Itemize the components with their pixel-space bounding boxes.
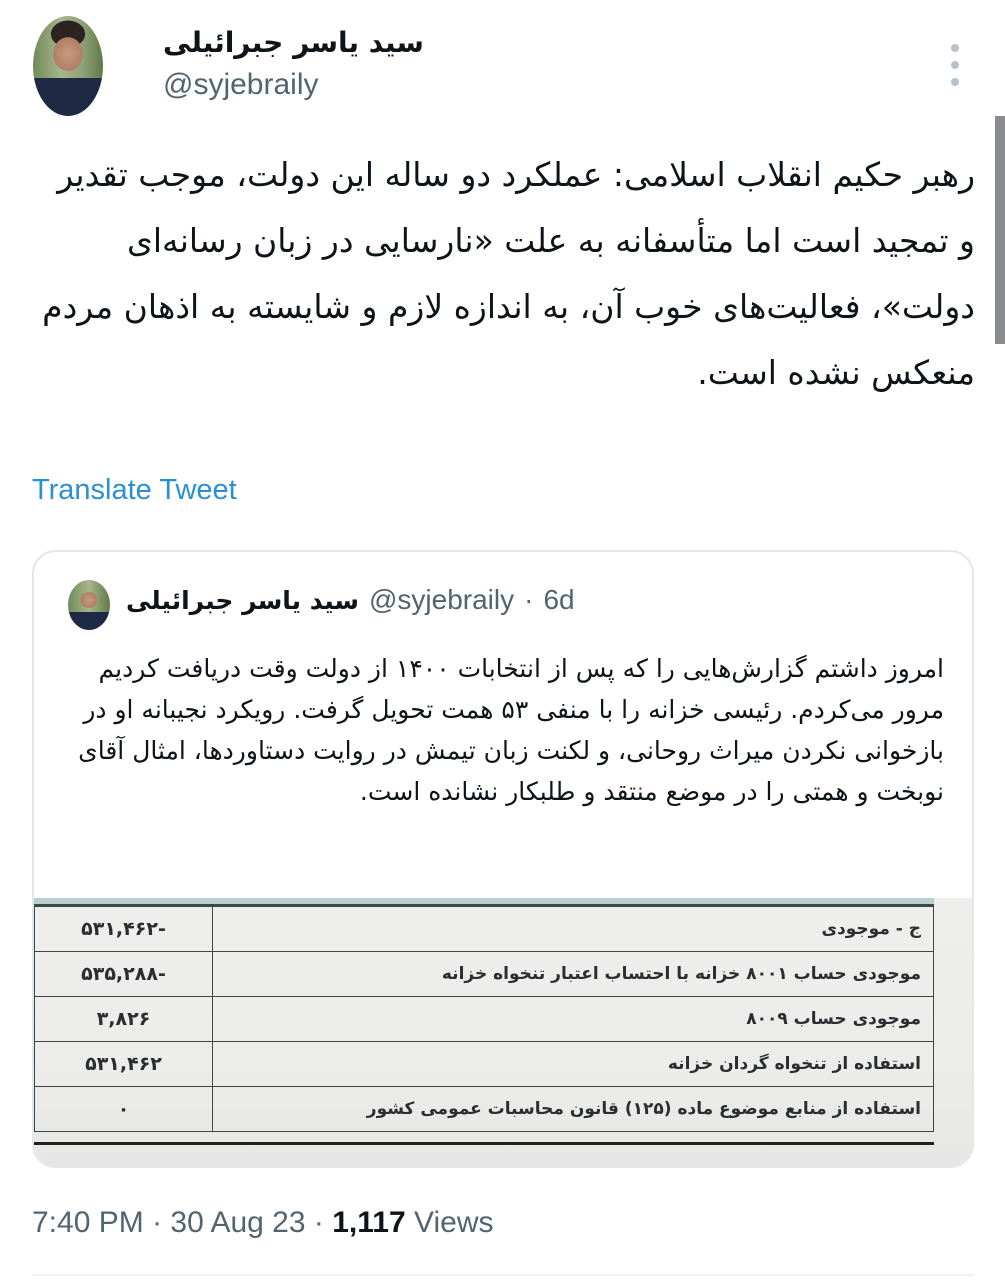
quoted-author-name[interactable]: سید یاسر جبرائیلی <box>126 586 359 615</box>
tweet-text: رهبر حکیم انقلاب اسلامی: عملکرد دو ساله این دولت، موجب تقدیر و تمجید است اما متأسفانه به علت «نارسایی در زبان رسانه‌ای دولت»، فعالیت‌های خوب آن، به اندازه لازم و شایسته به اذهان مردم منعکس نشده است. <box>42 155 975 392</box>
author-avatar[interactable] <box>33 16 103 116</box>
meta-separator: · <box>152 1206 163 1239</box>
table-value: ۵۳۱,۴۶۲ <box>35 1042 213 1087</box>
quoted-tweet-age[interactable]: 6d <box>543 584 575 615</box>
table-row <box>35 952 934 997</box>
tweet-time[interactable]: 7:40 PM <box>32 1206 144 1239</box>
views-label: Views <box>414 1206 494 1239</box>
table-label: ج - موجودی <box>213 907 934 952</box>
table-row <box>35 1087 934 1132</box>
meta-separator: · <box>524 584 534 615</box>
table-header-strip <box>34 898 934 906</box>
attached-document-image[interactable] <box>34 898 972 1168</box>
quoted-tweet-card[interactable] <box>32 550 974 1168</box>
table-value: ۰ <box>35 1087 213 1132</box>
table-bottom-rule <box>34 1142 934 1145</box>
table-value: -۵۳۵,۲۸۸ <box>35 952 213 997</box>
table-value: ۳,۸۲۶ <box>35 997 213 1042</box>
tweet-header <box>33 16 973 120</box>
quoted-tweet-meta <box>126 584 575 616</box>
quoted-author-handle[interactable]: @syjebraily <box>368 584 515 615</box>
table-label: موجودی حساب ۸۰۰۹ <box>213 997 934 1042</box>
table-label: موجودی حساب ۸۰۰۱ خزانه با احتساب اعتبار تنخواه خزانه <box>213 952 934 997</box>
author-handle[interactable]: @syjebraily <box>163 68 319 101</box>
budget-table <box>34 906 934 1132</box>
table-row <box>35 907 934 952</box>
author-name[interactable]: سید یاسر جبرائیلی <box>163 26 424 59</box>
more-dots-icon <box>951 78 959 86</box>
quoted-author-avatar[interactable] <box>68 580 110 630</box>
scrollbar[interactable] <box>995 116 1005 344</box>
more-dots-icon <box>951 44 959 52</box>
table-value: -۵۳۱,۴۶۲ <box>35 907 213 952</box>
divider <box>32 1274 974 1276</box>
table-label: استفاده از تنخواه گردان خزانه <box>213 1042 934 1087</box>
views-count[interactable]: 1,117 <box>332 1206 406 1239</box>
more-options-button[interactable] <box>945 40 965 90</box>
table-label: استفاده از منابع موضوع ماده (۱۲۵) قانون محاسبات عمومی کشور <box>213 1087 934 1132</box>
quoted-tweet-header <box>34 552 972 652</box>
tweet-metadata <box>32 1206 494 1240</box>
quoted-tweet-text: امروز داشتم گزارش‌هایی را که پس از انتخابات ۱۴۰۰ از دولت وقت دریافت کردیم مرور می‌کردم. رئیسی خزانه را با منفی ۵۳ همت تحویل گرفت. رویکرد نجیبانه او در بازخوانی نکردن میراث روحانی، و لکنت زبان تیمش در روایت دستاوردها، امثال آقای نوبخت و همتی را در موضع منتقد و طلبکار نشانده است. <box>78 654 944 806</box>
table-row <box>35 997 934 1042</box>
table-row <box>35 1042 934 1087</box>
meta-separator: · <box>313 1206 324 1239</box>
more-dots-icon <box>951 61 959 69</box>
translate-tweet-link[interactable]: Translate Tweet <box>32 474 237 506</box>
tweet-date[interactable]: 30 Aug 23 <box>170 1206 306 1239</box>
